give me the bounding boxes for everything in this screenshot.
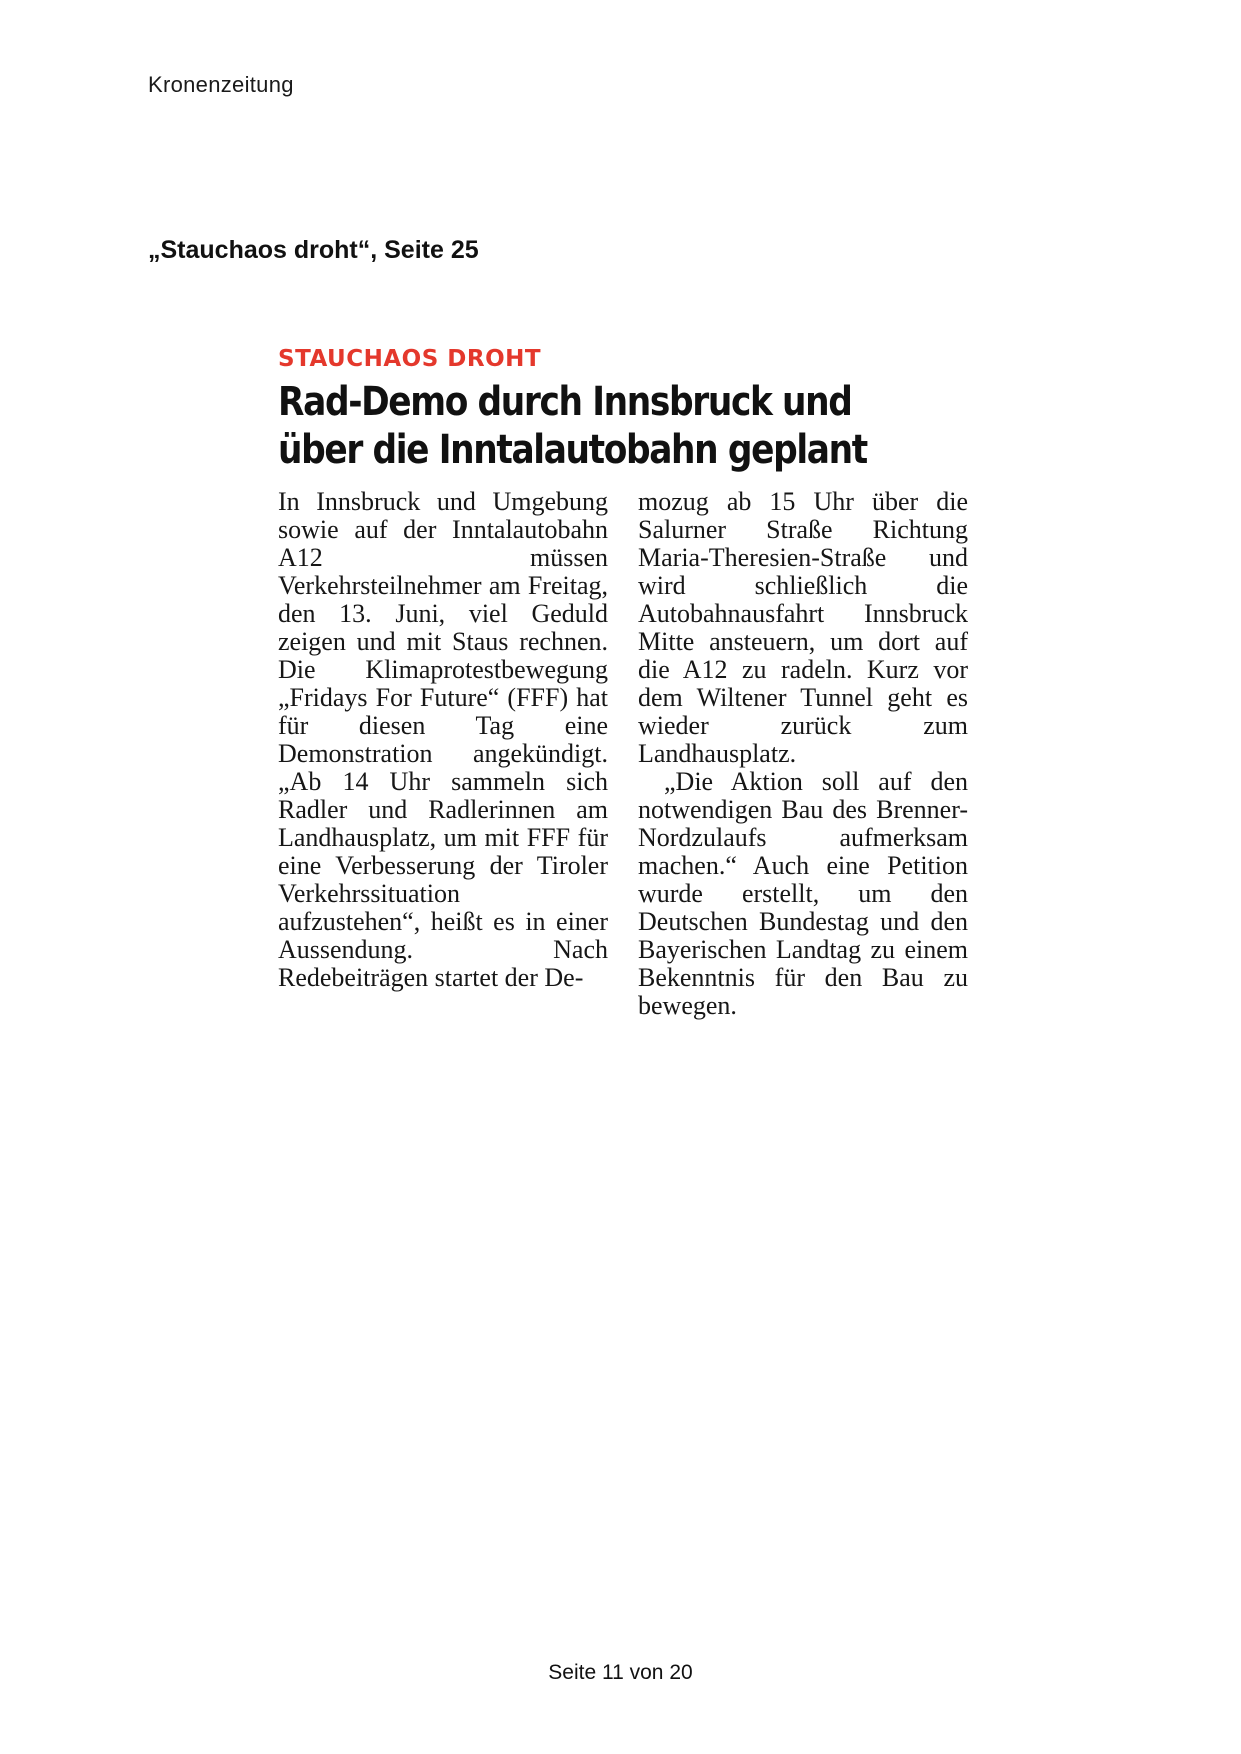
article-body	[278, 488, 968, 1020]
article-headline	[278, 378, 867, 474]
newspaper-clipping	[278, 346, 968, 1020]
article-kicker: STAUCHAOS DROHT	[278, 346, 542, 372]
publication-name: Kronenzeitung	[148, 72, 294, 97]
column-1-text: In Innsbruck und Umgebung sowie auf der Inntalautobahn A12 müssen Verkehrsteilnehmer am Freitag, den 13. Juni, viel Geduld zeigen und mit Staus rechnen. Die Klimaprotestbewegung „Fridays For Future“ (FFF) hat für diesen Tag eine Demonstration angekündigt. „Ab 14 Uhr sammeln sich Radler und Radlerinnen am Landhausplatz, um mit FFF für eine Verbesserung der Tiroler Verkehrssituation aufzustehen“, heißt es in einer Aussendung. Nach Redebeiträgen startet der De-	[278, 487, 608, 992]
column-2-paragraph-2: „Die Aktion soll auf den notwendigen Bau des Brenner-Nordzulaufs aufmerksam machen.“ Auch eine Petition wurde erstellt, um den Deutschen Bundestag und den Bayerischen Landtag zu einem Bekenntnis für den Bau zu bewegen.	[638, 767, 968, 1020]
headline-line-2: über die Inntalautobahn geplant	[278, 427, 867, 473]
article-column-2	[638, 488, 968, 1020]
page-number: Seite 11 von 20	[548, 1661, 693, 1684]
article-column-1	[278, 488, 608, 1020]
column-2-paragraph-1: mozug ab 15 Uhr über die Salurner Straße Richtung Maria-Theresien-Straße und wird schließlich die Autobahnausfahrt Innsbruck Mitte ansteuern, um dort auf die A12 zu radeln. Kurz vor dem Wiltener Tunnel geht es wieder zurück zum Landhausplatz.	[638, 487, 968, 768]
clip-title: „Stauchaos droht“, Seite 25	[148, 236, 479, 264]
headline-line-1: Rad-Demo durch Innsbruck und	[278, 379, 852, 425]
